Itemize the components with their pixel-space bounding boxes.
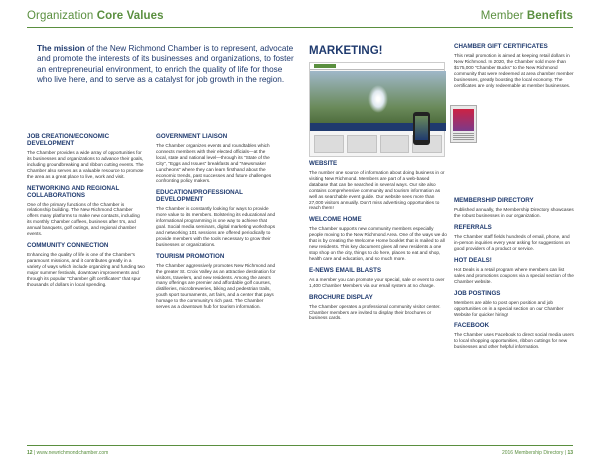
left-column-1 [27, 133, 145, 292]
left-header-prefix: Organization [27, 10, 94, 22]
right-header-bold: Benefits [526, 10, 573, 22]
section-heading: GOVERNMENT LIAISON [156, 133, 228, 140]
section-body: As a member you can promote your special, sale or event to over 1,400 Chamber Members via our email system at no charge. [309, 276, 445, 288]
left-footer-rule [27, 445, 300, 446]
right-column-2 [454, 43, 574, 355]
section-heading: REFERRALS [454, 224, 492, 232]
right-header-rule [300, 27, 573, 28]
section-heading: MEMBERSHIP DIRECTORY [454, 197, 534, 205]
footer-url[interactable]: www.newrichmondchamber.com [36, 450, 109, 456]
right-page-number: 13 [567, 450, 573, 456]
section-heading: JOB CREATION/ECONOMIC DEVELOPMENT [27, 133, 110, 147]
phone-screen [415, 116, 428, 140]
right-header-prefix: Member [480, 10, 524, 22]
section-body: The Chamber is constantly looking for ways to provide more value to its members. Bolstering its educational and informational programming is one way to achieve that goal. Social media seminars, digital marketing workshops and networking 101 sessions are offered periodically to provide members with the tools necessary to grow their businesses or organizations. [156, 206, 276, 247]
fountain-graphic [368, 85, 388, 113]
section-body: Published annually, the Membership Directory showcases the robust businesses in our organization. [454, 207, 574, 219]
section-body: The Chamber supports new community members especially people moving to the New Richmond Area. One of the ways we do that is by creating the Welcome Home booklet that is mailed to all new residents. This key document gives all new residents a one stop shop on the city, things to do here, places to eat and shop, health care and education, and so much more. [309, 226, 447, 261]
section-heading: EDUCATION/PROFESSIONAL DEVELOPMENT [156, 189, 243, 204]
mission-text: of the New Richmond Chamber is to represent, advocate and promote the interests of its businesses and organizations, to foster an entrepreneurial environment, to enrich the quality of life for those who live here, and to serve as a catalyst for job growth in the region. [37, 44, 294, 85]
section-body: The Chamber operates a professional community visitor center. Chamber members are invited to display their brochures or business cards. [309, 303, 441, 321]
right-footer-rule [300, 445, 573, 446]
section-body: The Chamber uses Facebook to direct social media users to local shopping opportunities, ribbon cuttings for new businesses and other helpful information. [454, 332, 574, 350]
section-body: The number one source of information about doing business in or visiting New Richmond. Members are part of a web-based database that can be searched in several ways. Our site also contains comprehensive community and tourism information as well as searchable event guide. Our website sees more than 27,000 visitors annually. Don't miss advertising opportunities to reach them! [309, 170, 445, 211]
marketing-title: MARKETING! [309, 45, 383, 57]
section-heading: E-NEWS EMAIL BLASTS [309, 266, 382, 274]
section-body: This retail promotion is aimed at keeping retail dollars in New Richmond. In 2020, the Chamber sold more than $175,000 "Chamber Bucks" to the New Richmond community that were redeemed at area chamber member businesses, greatly boosting the local economy. The certificates are only redeemable at member businesses. [454, 53, 574, 88]
section-body: The Chamber organizes events and roundtables which connects members with their elected officials—at the local, state and national level—through its "State of the City", "Eggs and Issues" breakfasts and "Newsmaker Luncheons" where they can learn firsthand about the economic trends, past successes and future challenges confronting policy makers. [156, 143, 272, 184]
right-footer: 2016 Membership Directory | 13 [501, 450, 573, 456]
section-body: The Chamber staff fields hundreds of email, phone, and in-person inquiries every year asking for suggestions on good providers of a product or service. [454, 234, 570, 252]
section-body: Enhancing the quality of life is one of the Chamber's paramount missions, and it contributes greatly in a variety of ways which include organizing and funding two major summer festivals, downtown improvements and through its popular "Chamber gift certificates" that spur thousands of dollars in local spending. [27, 251, 145, 287]
section-heading: CHAMBER GIFT CERTIFICATES [454, 43, 548, 50]
section-body: One of the primary functions of the Chamber is relationship building. The New Richmond Chamber offers many platforms to make new contacts, including its monthly Chamber coffees, business after 5's, and annual banquets, golf outings, and regional chamber events. [27, 201, 140, 237]
section-heading: JOB POSTINGS [454, 289, 501, 297]
section-heading: WEBSITE [309, 160, 338, 167]
left-header [27, 10, 164, 22]
section-body: The Chamber aggressively promotes New Richmond and the greater St. Croix Valley as an attractive destination for visitors, travelers, and new residents. Among the area's many offerings are premier and affordable golf courses, distilleries, microbreweries, biking and pedestrian trails, youth sport tournaments, art fairs, and a center that pays homage to the community's rich past. The Chamber serves as a downtown hub for tourism information. [156, 262, 276, 310]
website-logo [314, 64, 336, 68]
section-body: Hot Deals is a retail program where members can list sales and promotions coupons via a special section of the Chamber website. [454, 266, 574, 284]
section-heading: HOT DEALS! [454, 256, 492, 264]
right-page [300, 0, 600, 463]
section-heading: TOURISM PROMOTION [156, 252, 225, 260]
left-footer: 12 | www.newrichmondchamber.com [27, 450, 109, 456]
left-column-2 [156, 133, 276, 315]
section-body: The Chamber provides a wide array of opportunities for its businesses and organizations to advance their goals, including groundbreaking and ribbon cutting events. The Chamber also serves as a valuable resource to promote the area as a great place to live, work and visit. [27, 150, 144, 179]
section-heading: FACEBOOK [454, 322, 490, 330]
section-heading: WELCOME HOME [309, 216, 362, 224]
footer-directory-title: 2016 Membership Directory [501, 450, 564, 456]
website-nav-bar [310, 63, 444, 70]
left-header-rule [27, 27, 300, 28]
section-heading: COMMUNITY CONNECTION [27, 241, 109, 249]
mission-label: The mission [37, 44, 85, 53]
section-heading: BROCHURE DISPLAY [309, 293, 373, 301]
left-page-number: 12 [27, 450, 33, 456]
phone-mockup [413, 112, 430, 145]
section-body: Members are able to post open position and job opportunities on in a special section on our Chamber Website for quicker hiring! [454, 299, 564, 317]
mission-statement [37, 44, 295, 86]
right-header [481, 10, 573, 22]
section-heading: NETWORKING AND REGIONAL COLLABORATIONS [27, 184, 120, 199]
right-column-1 [309, 160, 447, 326]
left-header-bold: Core Values [96, 10, 164, 22]
